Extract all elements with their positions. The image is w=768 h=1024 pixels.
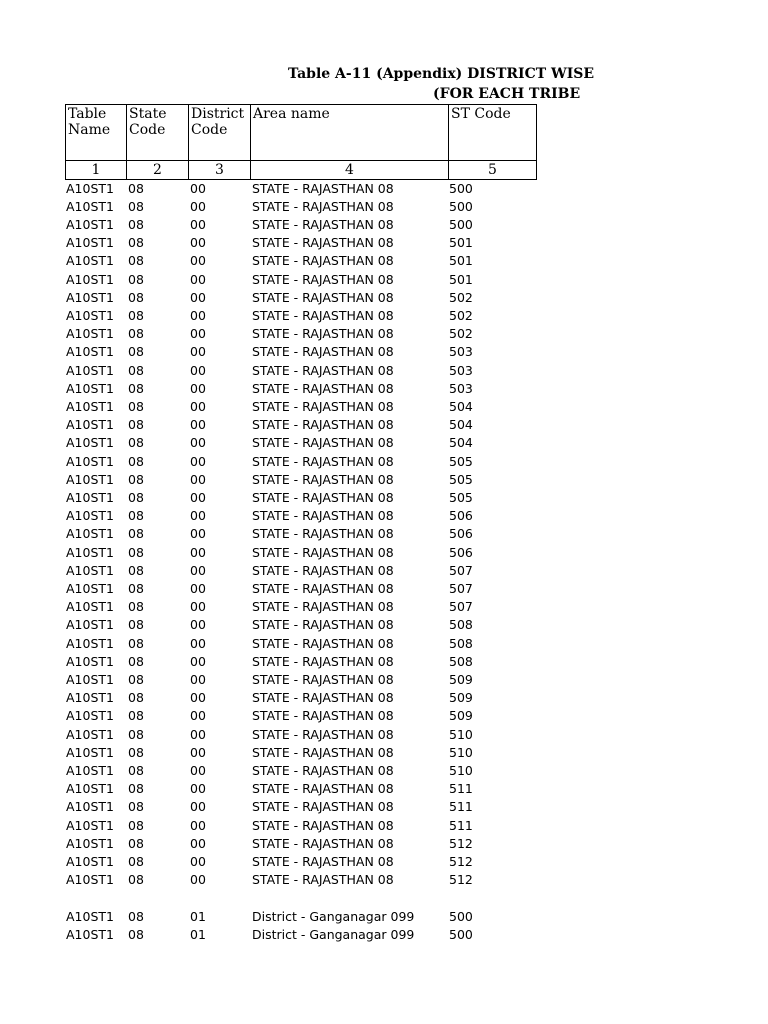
st-code-cell: 500 — [449, 180, 473, 196]
area-name-cell: STATE - RAJASTHAN 08 — [252, 544, 394, 560]
area-name-cell: STATE - RAJASTHAN 08 — [252, 508, 394, 524]
table-name-cell: A10ST1 — [66, 762, 114, 778]
header-state-code: State Code — [126, 104, 189, 161]
state-code-cell: 08 — [128, 271, 144, 287]
table-name-cell: A10ST1 — [66, 908, 114, 924]
table-name-cell: A10ST1 — [66, 253, 114, 269]
state-code-cell: 08 — [128, 762, 144, 778]
area-name-cell: STATE - RAJASTHAN 08 — [252, 180, 394, 196]
st-code-cell: 502 — [449, 289, 473, 305]
area-name-cell: STATE - RAJASTHAN 08 — [252, 271, 394, 287]
area-name-cell: STATE - RAJASTHAN 08 — [252, 453, 394, 469]
st-code-cell: 510 — [449, 762, 473, 778]
st-code-cell: 500 — [449, 216, 473, 232]
area-name-cell: STATE - RAJASTHAN 08 — [252, 398, 394, 414]
column-number-2: 2 — [126, 160, 189, 180]
table-name-cell: A10ST1 — [66, 835, 114, 851]
table-name-cell: A10ST1 — [66, 653, 114, 669]
district-code-cell: 00 — [190, 544, 206, 560]
table-name-cell: A10ST1 — [66, 926, 114, 942]
column-number-3: 3 — [188, 160, 251, 180]
state-code-cell: 08 — [128, 253, 144, 269]
table-name-cell: A10ST1 — [66, 435, 114, 451]
st-code-cell: 507 — [449, 580, 473, 596]
district-code-cell: 00 — [190, 307, 206, 323]
area-name-cell: STATE - RAJASTHAN 08 — [252, 435, 394, 451]
st-code-cell: 507 — [449, 562, 473, 578]
district-code-cell: 00 — [190, 799, 206, 815]
district-code-cell: 00 — [190, 562, 206, 578]
district-code-cell: 00 — [190, 671, 206, 687]
table-name-cell: A10ST1 — [66, 417, 114, 433]
district-code-cell: 00 — [190, 398, 206, 414]
district-code-cell: 00 — [190, 198, 206, 214]
st-code-cell: 512 — [449, 853, 473, 869]
table-name-cell: A10ST1 — [66, 398, 114, 414]
district-code-cell: 00 — [190, 180, 206, 196]
table-name-cell: A10ST1 — [66, 344, 114, 360]
table-name-cell: A10ST1 — [66, 453, 114, 469]
st-code-cell: 502 — [449, 326, 473, 342]
area-name-cell: STATE - RAJASTHAN 08 — [252, 417, 394, 433]
table-name-cell: A10ST1 — [66, 216, 114, 232]
table-name-cell: A10ST1 — [66, 817, 114, 833]
area-name-cell: STATE - RAJASTHAN 08 — [252, 872, 394, 888]
state-code-cell: 08 — [128, 799, 144, 815]
state-code-cell: 08 — [128, 180, 144, 196]
st-code-cell: 508 — [449, 653, 473, 669]
area-name-cell: STATE - RAJASTHAN 08 — [252, 635, 394, 651]
state-code-cell: 08 — [128, 617, 144, 633]
area-name-cell: STATE - RAJASTHAN 08 — [252, 762, 394, 778]
area-name-cell: STATE - RAJASTHAN 08 — [252, 853, 394, 869]
table-name-cell: A10ST1 — [66, 562, 114, 578]
state-code-cell: 08 — [128, 471, 144, 487]
st-code-cell: 508 — [449, 617, 473, 633]
state-code-cell: 08 — [128, 781, 144, 797]
district-code-cell: 00 — [190, 853, 206, 869]
area-name-cell: STATE - RAJASTHAN 08 — [252, 198, 394, 214]
table-name-cell: A10ST1 — [66, 799, 114, 815]
state-code-cell: 08 — [128, 653, 144, 669]
district-code-cell: 00 — [190, 526, 206, 542]
st-code-cell: 504 — [449, 398, 473, 414]
st-code-cell: 512 — [449, 835, 473, 851]
st-code-cell: 505 — [449, 453, 473, 469]
district-code-cell: 00 — [190, 580, 206, 596]
table-name-cell: A10ST1 — [66, 744, 114, 760]
header-area-name: Area name — [250, 104, 449, 161]
district-code-cell: 00 — [190, 653, 206, 669]
district-code-cell: 00 — [190, 344, 206, 360]
header-st-code: ST Code — [448, 104, 537, 161]
area-name-cell: STATE - RAJASTHAN 08 — [252, 580, 394, 596]
area-name-cell: STATE - RAJASTHAN 08 — [252, 799, 394, 815]
st-code-cell: 503 — [449, 344, 473, 360]
area-name-cell: STATE - RAJASTHAN 08 — [252, 307, 394, 323]
table-name-cell: A10ST1 — [66, 708, 114, 724]
st-code-cell: 500 — [449, 908, 473, 924]
area-name-cell: District - Ganganagar 099 — [252, 926, 415, 942]
st-code-cell: 501 — [449, 235, 473, 251]
area-name-cell: STATE - RAJASTHAN 08 — [252, 526, 394, 542]
st-code-cell: 509 — [449, 690, 473, 706]
state-code-cell: 08 — [128, 817, 144, 833]
table-name-cell: A10ST1 — [66, 180, 114, 196]
district-code-cell: 00 — [190, 417, 206, 433]
district-code-cell: 00 — [190, 817, 206, 833]
st-code-cell: 509 — [449, 671, 473, 687]
state-code-cell: 08 — [128, 926, 144, 942]
state-code-cell: 08 — [128, 708, 144, 724]
district-code-cell: 00 — [190, 253, 206, 269]
st-code-cell: 510 — [449, 726, 473, 742]
table-name-cell: A10ST1 — [66, 271, 114, 287]
st-code-cell: 511 — [449, 817, 473, 833]
table-name-cell: A10ST1 — [66, 471, 114, 487]
st-code-cell: 506 — [449, 526, 473, 542]
state-code-cell: 08 — [128, 307, 144, 323]
st-code-cell: 506 — [449, 508, 473, 524]
column-number-5: 5 — [448, 160, 537, 180]
area-name-cell: STATE - RAJASTHAN 08 — [252, 835, 394, 851]
area-name-cell: STATE - RAJASTHAN 08 — [252, 344, 394, 360]
table-name-cell: A10ST1 — [66, 617, 114, 633]
state-code-cell: 08 — [128, 544, 144, 560]
header-table-name: Table Name — [65, 104, 127, 161]
district-code-cell: 01 — [190, 908, 206, 924]
district-code-cell: 00 — [190, 453, 206, 469]
table-subtitle: (FOR EACH TRIBE — [433, 86, 581, 102]
area-name-cell: STATE - RAJASTHAN 08 — [252, 617, 394, 633]
district-code-cell: 00 — [190, 235, 206, 251]
area-name-cell: STATE - RAJASTHAN 08 — [252, 362, 394, 378]
area-name-cell: STATE - RAJASTHAN 08 — [252, 216, 394, 232]
district-code-cell: 00 — [190, 489, 206, 505]
district-code-cell: 00 — [190, 326, 206, 342]
table-name-cell: A10ST1 — [66, 489, 114, 505]
table-name-cell: A10ST1 — [66, 508, 114, 524]
district-code-cell: 00 — [190, 690, 206, 706]
table-name-cell: A10ST1 — [66, 307, 114, 323]
state-code-cell: 08 — [128, 489, 144, 505]
state-code-cell: 08 — [128, 216, 144, 232]
state-code-cell: 08 — [128, 690, 144, 706]
district-code-cell: 00 — [190, 617, 206, 633]
st-code-cell: 500 — [449, 198, 473, 214]
st-code-cell: 501 — [449, 253, 473, 269]
header-district-code: District Code — [188, 104, 251, 161]
state-code-cell: 08 — [128, 580, 144, 596]
state-code-cell: 08 — [128, 726, 144, 742]
district-code-cell: 00 — [190, 726, 206, 742]
district-code-cell: 00 — [190, 508, 206, 524]
area-name-cell: STATE - RAJASTHAN 08 — [252, 289, 394, 305]
st-code-cell: 512 — [449, 872, 473, 888]
area-name-cell: STATE - RAJASTHAN 08 — [252, 726, 394, 742]
table-name-cell: A10ST1 — [66, 198, 114, 214]
area-name-cell: STATE - RAJASTHAN 08 — [252, 380, 394, 396]
district-code-cell: 00 — [190, 744, 206, 760]
state-code-cell: 08 — [128, 453, 144, 469]
state-code-cell: 08 — [128, 671, 144, 687]
st-code-cell: 509 — [449, 708, 473, 724]
state-code-cell: 08 — [128, 599, 144, 615]
state-code-cell: 08 — [128, 289, 144, 305]
district-code-cell: 00 — [190, 471, 206, 487]
district-code-cell: 00 — [190, 362, 206, 378]
area-name-cell: STATE - RAJASTHAN 08 — [252, 471, 394, 487]
district-code-cell: 00 — [190, 781, 206, 797]
area-name-cell: STATE - RAJASTHAN 08 — [252, 489, 394, 505]
st-code-cell: 511 — [449, 799, 473, 815]
district-code-cell: 00 — [190, 708, 206, 724]
st-code-cell: 510 — [449, 744, 473, 760]
state-code-cell: 08 — [128, 635, 144, 651]
district-code-cell: 01 — [190, 926, 206, 942]
area-name-cell: STATE - RAJASTHAN 08 — [252, 671, 394, 687]
area-name-cell: STATE - RAJASTHAN 08 — [252, 781, 394, 797]
table-name-cell: A10ST1 — [66, 671, 114, 687]
table-name-cell: A10ST1 — [66, 690, 114, 706]
district-code-cell: 00 — [190, 289, 206, 305]
area-name-cell: STATE - RAJASTHAN 08 — [252, 708, 394, 724]
column-number-4: 4 — [250, 160, 449, 180]
table-name-cell: A10ST1 — [66, 599, 114, 615]
state-code-cell: 08 — [128, 198, 144, 214]
area-name-cell: STATE - RAJASTHAN 08 — [252, 562, 394, 578]
state-code-cell: 08 — [128, 435, 144, 451]
st-code-cell: 502 — [449, 307, 473, 323]
state-code-cell: 08 — [128, 526, 144, 542]
state-code-cell: 08 — [128, 398, 144, 414]
column-number-1: 1 — [65, 160, 127, 180]
st-code-cell: 503 — [449, 362, 473, 378]
state-code-cell: 08 — [128, 562, 144, 578]
table-name-cell: A10ST1 — [66, 544, 114, 560]
state-code-cell: 08 — [128, 872, 144, 888]
area-name-cell: STATE - RAJASTHAN 08 — [252, 817, 394, 833]
area-name-cell: District - Ganganagar 099 — [252, 908, 415, 924]
table-name-cell: A10ST1 — [66, 380, 114, 396]
st-code-cell: 505 — [449, 471, 473, 487]
area-name-cell: STATE - RAJASTHAN 08 — [252, 599, 394, 615]
district-code-cell: 00 — [190, 835, 206, 851]
st-code-cell: 505 — [449, 489, 473, 505]
state-code-cell: 08 — [128, 744, 144, 760]
table-name-cell: A10ST1 — [66, 289, 114, 305]
state-code-cell: 08 — [128, 835, 144, 851]
state-code-cell: 08 — [128, 853, 144, 869]
st-code-cell: 511 — [449, 781, 473, 797]
st-code-cell: 501 — [449, 271, 473, 287]
state-code-cell: 08 — [128, 508, 144, 524]
table-name-cell: A10ST1 — [66, 326, 114, 342]
st-code-cell: 507 — [449, 599, 473, 615]
district-code-cell: 00 — [190, 435, 206, 451]
table-title: Table A-11 (Appendix) DISTRICT WISE — [288, 66, 595, 82]
state-code-cell: 08 — [128, 908, 144, 924]
district-code-cell: 00 — [190, 872, 206, 888]
area-name-cell: STATE - RAJASTHAN 08 — [252, 744, 394, 760]
st-code-cell: 508 — [449, 635, 473, 651]
st-code-cell: 503 — [449, 380, 473, 396]
area-name-cell: STATE - RAJASTHAN 08 — [252, 690, 394, 706]
state-code-cell: 08 — [128, 344, 144, 360]
area-name-cell: STATE - RAJASTHAN 08 — [252, 235, 394, 251]
table-name-cell: A10ST1 — [66, 362, 114, 378]
state-code-cell: 08 — [128, 362, 144, 378]
area-name-cell: STATE - RAJASTHAN 08 — [252, 326, 394, 342]
state-code-cell: 08 — [128, 326, 144, 342]
table-name-cell: A10ST1 — [66, 526, 114, 542]
district-code-cell: 00 — [190, 271, 206, 287]
district-code-cell: 00 — [190, 216, 206, 232]
area-name-cell: STATE - RAJASTHAN 08 — [252, 253, 394, 269]
table-name-cell: A10ST1 — [66, 853, 114, 869]
table-name-cell: A10ST1 — [66, 726, 114, 742]
st-code-cell: 506 — [449, 544, 473, 560]
st-code-cell: 504 — [449, 435, 473, 451]
state-code-cell: 08 — [128, 417, 144, 433]
district-code-cell: 00 — [190, 635, 206, 651]
table-name-cell: A10ST1 — [66, 872, 114, 888]
state-code-cell: 08 — [128, 380, 144, 396]
st-code-cell: 504 — [449, 417, 473, 433]
table-name-cell: A10ST1 — [66, 635, 114, 651]
st-code-cell: 500 — [449, 926, 473, 942]
district-code-cell: 00 — [190, 762, 206, 778]
table-name-cell: A10ST1 — [66, 580, 114, 596]
table-name-cell: A10ST1 — [66, 781, 114, 797]
district-code-cell: 00 — [190, 380, 206, 396]
area-name-cell: STATE - RAJASTHAN 08 — [252, 653, 394, 669]
district-code-cell: 00 — [190, 599, 206, 615]
table-name-cell: A10ST1 — [66, 235, 114, 251]
state-code-cell: 08 — [128, 235, 144, 251]
